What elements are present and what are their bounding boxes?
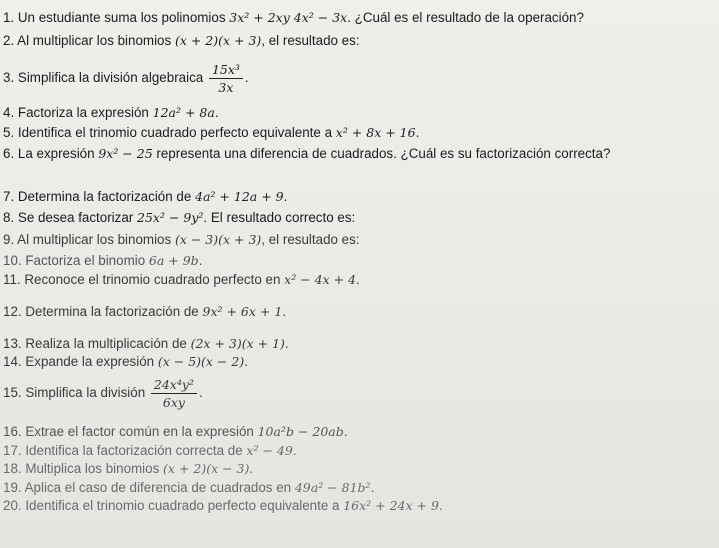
question-text: 15. Simplifica la división — [3, 385, 146, 400]
fraction-denominator: 3x — [218, 79, 234, 95]
question-expression: (x + 2)(x − 3) — [163, 461, 250, 476]
question-text: 5. Identifica el trinomio cuadrado perfecto equivalente a — [3, 125, 333, 140]
question-tail: . — [283, 189, 288, 204]
question-3 — [3, 60, 715, 96]
question-7 — [3, 188, 715, 205]
fraction-numerator: 24x⁴y² — [151, 377, 197, 394]
question-17 — [3, 442, 715, 459]
question-text: 14. Expande la expresión — [3, 354, 155, 369]
question-tail: . El resultado correcto es: — [203, 210, 356, 225]
fraction-denominator: 6xy — [162, 394, 185, 410]
question-tail: , el resultado es: — [261, 33, 360, 48]
question-expression: 3x² + 2xy 4x² − 3x — [229, 10, 348, 25]
question-text: 4. Factoriza la expresión — [3, 105, 149, 120]
question-5 — [3, 124, 715, 141]
question-14 — [3, 353, 715, 370]
question-18 — [3, 460, 715, 477]
question-text: 1. Un estudiante suma los polinomios — [3, 10, 226, 25]
question-text: 6. La expresión — [3, 146, 95, 161]
question-text: 19. Aplica el caso de diferencia de cuadrados en — [3, 480, 292, 495]
question-4 — [3, 104, 715, 121]
question-expression: 10a²b − 20ab — [257, 424, 344, 439]
question-tail: . — [214, 105, 219, 120]
question-text: 11. Reconoce el trinomio cuadrado perfecto en — [3, 272, 281, 287]
question-expression: 12a² + 8a — [152, 105, 215, 120]
question-12 — [3, 303, 715, 320]
question-tail: . — [370, 480, 375, 495]
question-tail: . — [356, 272, 360, 287]
question-tail: . — [343, 424, 348, 439]
question-expression: 16x² + 24x + 9 — [343, 498, 439, 513]
question-10 — [3, 252, 715, 269]
question-tail: . ¿Cuál es el resultado de la operación? — [347, 10, 584, 25]
fraction-numerator: 15x³ — [209, 62, 243, 79]
question-13 — [3, 335, 715, 352]
question-text: 13. Realiza la multiplicación de — [3, 336, 187, 351]
question-tail: . — [198, 385, 203, 400]
fraction — [151, 377, 197, 410]
question-tail: . — [292, 443, 297, 458]
question-text: 9. Al multiplicar los binomios — [3, 232, 172, 247]
question-expression: x² + 8x + 16 — [335, 125, 416, 140]
question-11 — [3, 271, 715, 288]
question-19 — [3, 479, 715, 496]
question-tail: . — [415, 125, 420, 140]
question-expression: (x + 2)(x + 3) — [174, 33, 262, 48]
question-tail: . — [282, 304, 287, 319]
question-expression: 25x² − 9y² — [137, 210, 204, 225]
question-tail: . — [244, 70, 249, 85]
question-text: 20. Identifica el trinomio cuadrado perfecto equivalente a — [3, 498, 340, 513]
question-20 — [3, 497, 715, 514]
question-text: 16. Extrae el factor común en la expresión — [3, 424, 254, 439]
question-text: 17. Identifica la factorización correcta de — [3, 443, 243, 458]
question-expression: x² − 4x + 4 — [284, 272, 356, 287]
question-text: 10. Factoriza el binomio — [3, 253, 146, 268]
question-expression: (x − 3)(x + 3) — [174, 232, 262, 247]
question-expression: x² − 49 — [246, 443, 293, 458]
question-tail: . — [244, 354, 248, 369]
question-expression: (2x + 3)(x + 1) — [190, 336, 285, 351]
question-text: 7. Determina la factorización de — [3, 189, 192, 204]
question-expression: 9x² − 25 — [98, 146, 153, 161]
question-expression: (x − 5)(x − 2) — [157, 354, 245, 369]
question-expression: 49a² − 81b² — [294, 480, 371, 495]
question-16 — [3, 423, 715, 440]
question-15 — [3, 374, 715, 412]
question-1 — [3, 9, 715, 26]
question-9 — [3, 231, 715, 248]
question-tail: . — [284, 336, 289, 351]
question-expression: 6a + 9b — [148, 253, 199, 268]
question-tail: . — [198, 253, 203, 268]
question-text: 12. Determina la factorización de — [3, 304, 199, 319]
question-text: 2. Al multiplicar los binomios — [3, 33, 172, 48]
question-expression: 9x² + 6x + 1 — [202, 304, 283, 319]
question-tail: . — [249, 461, 254, 476]
question-8 — [3, 209, 715, 226]
question-text: 3. Simplifica la división algebraica — [3, 70, 204, 85]
question-tail: , el resultado es: — [261, 232, 360, 247]
question-tail: representa una diferencia de cuadrados. ¿Cuál es su factorización correcta? — [152, 146, 611, 161]
question-tail: . — [438, 498, 443, 513]
question-text: 8. Se desea factorizar — [3, 210, 134, 225]
question-text: 18. Multiplica los binomios — [3, 461, 160, 476]
question-expression: 4a² + 12a + 9 — [195, 189, 284, 204]
question-2 — [3, 32, 715, 49]
question-6 — [3, 145, 709, 162]
fraction — [209, 62, 243, 95]
